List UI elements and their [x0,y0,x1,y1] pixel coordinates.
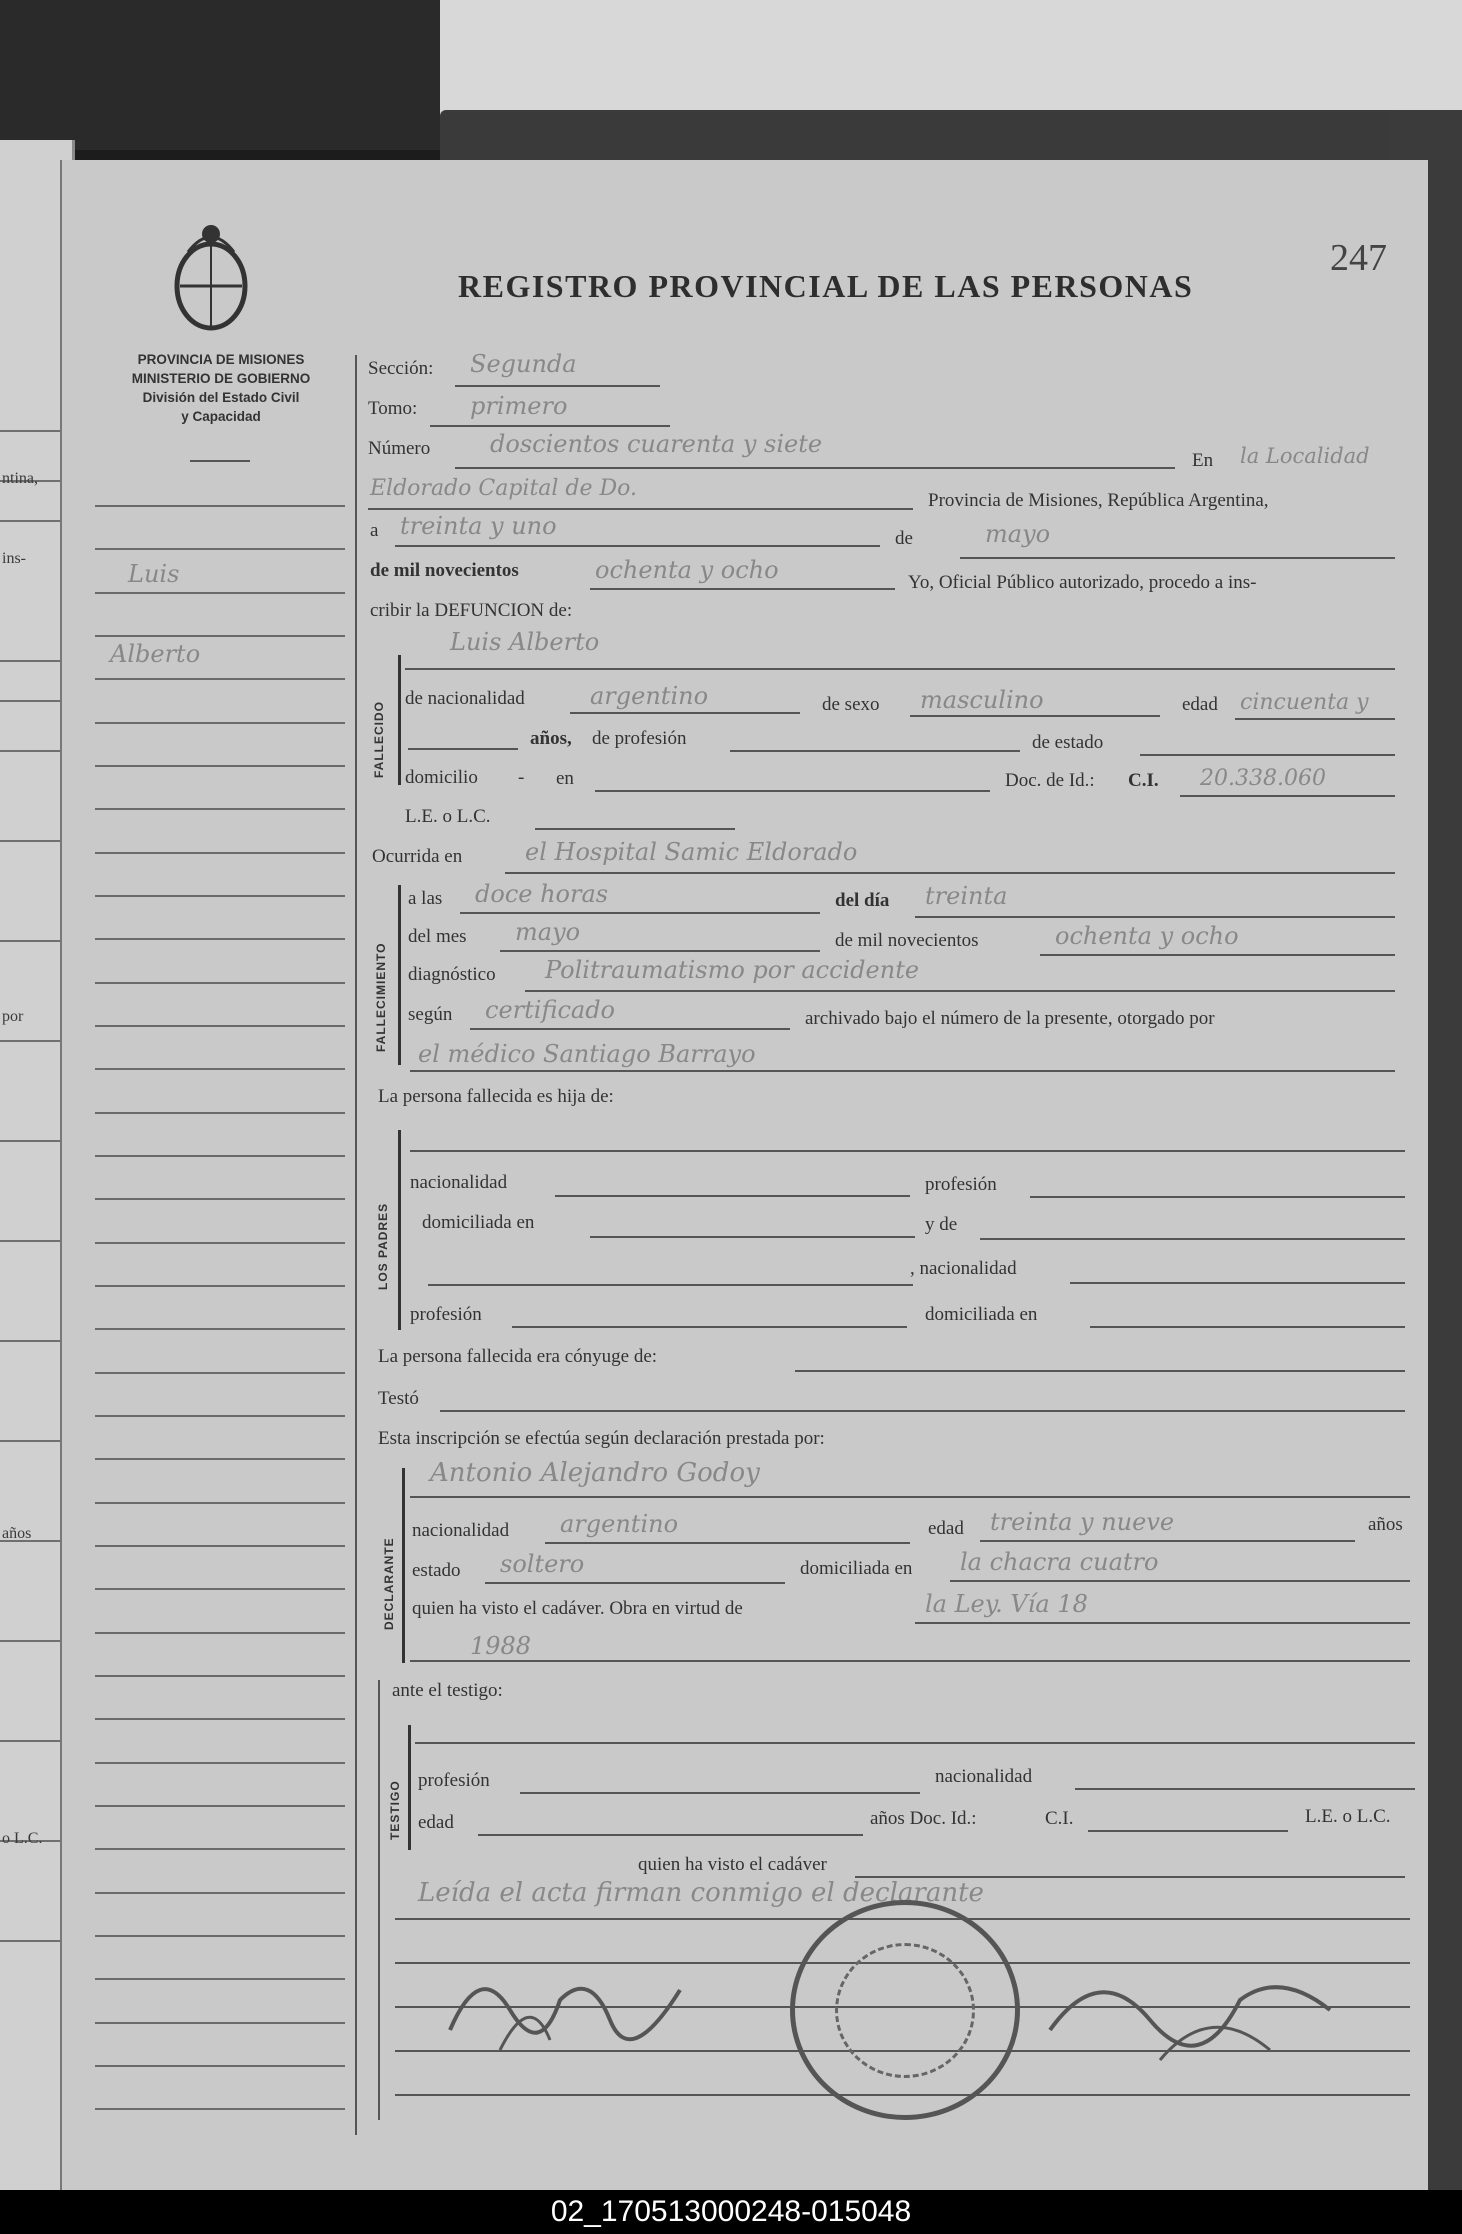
le-label: L.E. o L.C. [405,806,491,827]
edad-line [1235,718,1395,720]
t-nacionalidad-label: nacionalidad [935,1766,1033,1787]
margin-rule [95,1502,345,1504]
t-ci-label: C.I. [1045,1808,1074,1829]
diagnostico-label: diagnóstico [408,964,496,985]
nombre-line [405,668,1395,670]
domicilio-line [595,790,990,792]
ministry-block [96,350,346,426]
padres-bar [398,1130,401,1330]
margin-rule [95,1372,345,1374]
divider [190,460,250,462]
margin-rule [95,1545,345,1547]
del-mes-label: del mes [408,926,467,947]
tomo-label: Tomo: [368,398,418,419]
p-profesion2-line [512,1326,907,1328]
lp-rule [0,1640,60,1642]
t-nacionalidad-line [1075,1788,1415,1790]
fallecido-bar [398,655,401,785]
testo-label: Testó [378,1388,419,1409]
margin-rule [95,678,345,680]
profesion-line [730,750,1020,752]
seccion-label: Sección: [368,358,434,379]
margin-name-2: Alberto [110,640,201,668]
p-domiciliada-label: domiciliada en [422,1212,535,1233]
lp-fragment: ntina, [2,470,38,487]
mil2-value: ochenta y ocho [1055,922,1239,950]
p-domiciliada2-label: domiciliada en [925,1304,1038,1325]
fallecimiento-side-label: FALLECIMIENTO [374,942,388,1052]
dia-line [395,545,880,547]
archivado-text: archivado bajo el número de la presente, otorgado por [805,1008,1215,1029]
lp-fragment: o L.C. [2,1830,43,1847]
le-line [535,828,735,830]
edad-label: edad [1182,694,1218,715]
margin-rule [95,765,345,767]
t-edad-label: edad [418,1812,454,1833]
d-domiciliada-line [950,1580,1410,1582]
seccion-value: Segunda [470,350,577,378]
ministry-line: y Capacidad [181,409,261,424]
segun-label: según [408,1004,453,1025]
a-las-line [460,912,820,914]
lp-rule [0,1340,60,1342]
d-cadaver-text: quien ha visto el cadáver. Obra en virtud de [412,1598,743,1619]
lp-fragment: por [2,1008,24,1025]
dia-value: treinta y uno [400,512,557,540]
fallecimiento-bar [398,885,401,1065]
t-profesion-label: profesión [418,1770,490,1791]
doc-line [1180,795,1395,797]
oficial-text: Yo, Oficial Público autorizado, procedo a ins- [908,572,1257,593]
ocurrida-line [505,872,1395,874]
d-estado-line [485,1582,785,1584]
declarante-side-label: DECLARANTE [382,1537,396,1630]
ocurrida-label: Ocurrida en [372,846,463,867]
mil-label: de mil novecientos [370,560,519,581]
declarante-line [410,1496,1410,1498]
sexo-value: masculino [920,686,1044,714]
sexo-line [910,715,1160,717]
mil2-label: de mil novecientos [835,930,979,951]
domicilio-dash: - [518,767,525,788]
estado-line [1140,754,1395,756]
margin-rule [95,1155,345,1157]
coat-of-arms-icon [168,222,254,334]
page-number: 247 [1330,237,1387,279]
en-value: la Localidad [1240,444,1370,468]
margin-rule [95,1848,345,1850]
left-inner-rule [378,1680,380,2120]
t-profesion-line [520,1792,920,1794]
d-obra-value: la Ley. Vía 18 [925,1590,1088,1618]
diagnostico-line [525,990,1395,992]
file-id-bar: 02_170513000248-015048 [0,2190,1462,2234]
column-divider [355,355,357,2135]
margin-rule [95,1025,345,1027]
estado-label: de estado [1032,732,1104,753]
margin-rule [95,982,345,984]
margin-rule [95,1632,345,1634]
lp-rule [0,840,60,842]
ci-label: C.I. [1128,770,1159,791]
a-las-label: a las [408,888,443,909]
place-value: Eldorado Capital de Do. [370,476,638,501]
margin-rule [95,2065,345,2067]
de-label: de [895,528,913,549]
margin-rule [95,1328,345,1330]
t-anos-doc-label: años Doc. Id.: [870,1808,977,1829]
d-estado-value: soltero [500,1550,585,1578]
anio-value: ochenta y ocho [595,556,779,584]
del-mes-value: mayo [515,918,581,946]
margin-rule [95,938,345,940]
margin-rule [95,1892,345,1894]
lp-rule [0,940,60,942]
declarante-bar [402,1468,405,1663]
lp-rule [0,1040,60,1042]
d-edad-value: treinta y nueve [990,1508,1175,1536]
del-dia-label: del día [835,890,890,911]
margin-rule [95,1588,345,1590]
p-nacionalidad-line [555,1195,910,1197]
p-nacionalidad2-label: , nacionalidad [910,1258,1017,1279]
margin-rule [95,505,345,507]
lp-fragment: ins- [2,550,26,567]
d-edad-label: edad [928,1518,964,1539]
hija-text: La persona fallecida es hija de: [378,1086,614,1107]
ocurrida-value: el Hospital Samic Eldorado [525,838,858,866]
lp-rule [0,1140,60,1142]
tomo-line [430,425,670,427]
lp-rule [0,1940,60,1942]
p-madre-line [428,1284,913,1286]
testigo-bar [408,1725,411,1850]
anos-label: años, [530,728,572,749]
margin-rule [95,1112,345,1114]
margin-rule [95,722,345,724]
mil2-line [1040,954,1395,956]
lp-rule [0,750,60,752]
place-line [368,508,913,510]
margin-rule [95,2022,345,2024]
testigo-line-1 [415,1742,1415,1744]
margin-rule [95,2108,345,2110]
del-mes-line [500,950,820,952]
segun-value: certificado [485,996,616,1024]
testigo-side-label: TESTIGO [388,1780,402,1840]
margin-rule [95,592,345,594]
nacionalidad-value: argentino [590,682,709,710]
official-stamp [790,1900,1020,2120]
del-dia-line [915,916,1395,918]
ministry-line: PROVINCIA DE MISIONES [137,352,305,367]
margin-rule [95,1675,345,1677]
lp-fragment: años [2,1525,32,1542]
p-domiciliada-line [590,1236,915,1238]
profesion-label: de profesión [592,728,687,749]
nacionalidad-label: de nacionalidad [405,688,525,709]
lp-rule [0,1440,60,1442]
t-le-label: L.E. o L.C. [1305,1806,1391,1827]
margin-rule [95,635,345,637]
a-las-value: doce horas [475,880,609,908]
provincia-text: Provincia de Misiones, República Argentina, [928,490,1269,511]
segun-line [470,1028,790,1030]
lp-rule [0,520,60,522]
d-domiciliada-value: la chacra cuatro [960,1548,1159,1576]
top-dark-area [0,0,440,150]
numero-value: doscientos cuarenta y siete [490,430,823,458]
conyuge-line [795,1370,1405,1372]
numero-line [455,467,1175,469]
p-domiciliada2-line [1090,1326,1405,1328]
conyuge-text: La persona fallecida era cónyuge de: [378,1346,658,1367]
mes-value: mayo [985,520,1051,548]
signature-left [440,1950,700,2070]
p-y-de-label: y de [925,1214,958,1235]
d-nacionalidad-line [545,1542,910,1544]
nacionalidad-line [570,712,800,714]
padres-line-1 [410,1150,1405,1152]
medico-value: el médico Santiago Barrayo [418,1040,756,1068]
padres-side-label: LOS PADRES [376,1202,390,1290]
medico-line [410,1070,1395,1072]
p-nacionalidad2-line [1070,1282,1405,1284]
t-ci-line [1088,1830,1288,1832]
cribir-text: cribir la DEFUNCION de: [370,600,573,621]
d-edad-line [980,1540,1355,1542]
p-y-de-line [980,1238,1405,1240]
sexo-label: de sexo [822,694,880,715]
margin-rule [95,1458,345,1460]
margin-rule [95,1718,345,1720]
testo-line [440,1410,1405,1412]
edad-value: cincuenta y [1240,690,1369,715]
d-year-line [410,1660,1410,1662]
del-dia-value: treinta [925,882,1008,910]
margin-rule [95,1762,345,1764]
declarante-nombre: Antonio Alejandro Godoy [430,1458,760,1488]
margin-rule [95,808,345,810]
margin-rule [95,895,345,897]
ministry-line: MINISTERIO DE GOBIERNO [131,371,311,386]
p-profesion-label: profesión [925,1174,997,1195]
stamp-inner-ring [835,1943,975,2078]
doc-value: 20.338.060 [1200,766,1326,791]
domicilio-label: domicilio [405,767,478,788]
p-profesion2-label: profesión [410,1304,482,1325]
margin-rule [95,1285,345,1287]
margin-rule [95,852,345,854]
t-edad-line [478,1834,863,1836]
lp-rule [0,430,60,432]
fallecido-nombre: Luis Alberto [450,628,600,656]
p-profesion-line [1030,1196,1405,1198]
lp-rule [0,1240,60,1242]
margin-rule [95,1242,345,1244]
numero-label: Número [368,438,431,459]
leida-value: Leída el acta firman conmigo el declarante [418,1878,984,1908]
lp-rule [0,700,60,702]
diagnostico-value: Politraumatismo por accidente [545,956,920,984]
d-obra-line [915,1622,1410,1624]
lp-rule [0,660,60,662]
declaracion-text: Esta inscripción se efectúa según declaración prestada por: [378,1428,825,1449]
margin-name-1: Luis [128,560,180,588]
doc-label: Doc. de Id.: [1005,770,1095,791]
testigo-text: ante el testigo: [392,1680,503,1701]
p-nacionalidad-label: nacionalidad [410,1172,508,1193]
d-year-value: 1988 [470,1632,532,1660]
fallecido-side-label: FALLECIDO [372,701,386,778]
signature-right [1040,1940,1340,2080]
anio-line [590,588,895,590]
d-domiciliada-label: domiciliada en [800,1558,913,1579]
d-nacionalidad-value: argentino [560,1510,679,1538]
margin-rule [95,1978,345,1980]
t-cadaver-text: quien ha visto el cadáver [638,1854,827,1875]
margin-rule [95,1198,345,1200]
margin-rule [95,1068,345,1070]
mes-line [960,557,1395,559]
seccion-line [455,385,660,387]
lp-rule [0,1740,60,1742]
d-estado-label: estado [412,1560,461,1581]
margin-rule [95,1805,345,1807]
margin-rule [95,548,345,550]
en-label: En [1192,450,1214,471]
a-label: a [370,520,379,541]
tomo-value: primero [470,392,568,420]
en2-label: en [556,768,574,789]
d-anos-label: años [1368,1514,1403,1535]
anos-line [408,748,518,750]
margin-rule [95,1935,345,1937]
d-nacionalidad-label: nacionalidad [412,1520,510,1541]
ministry-line: División del Estado Civil [142,390,300,405]
page-title: REGISTRO PROVINCIAL DE LAS PERSONAS [458,268,1194,304]
margin-rule [95,1415,345,1417]
